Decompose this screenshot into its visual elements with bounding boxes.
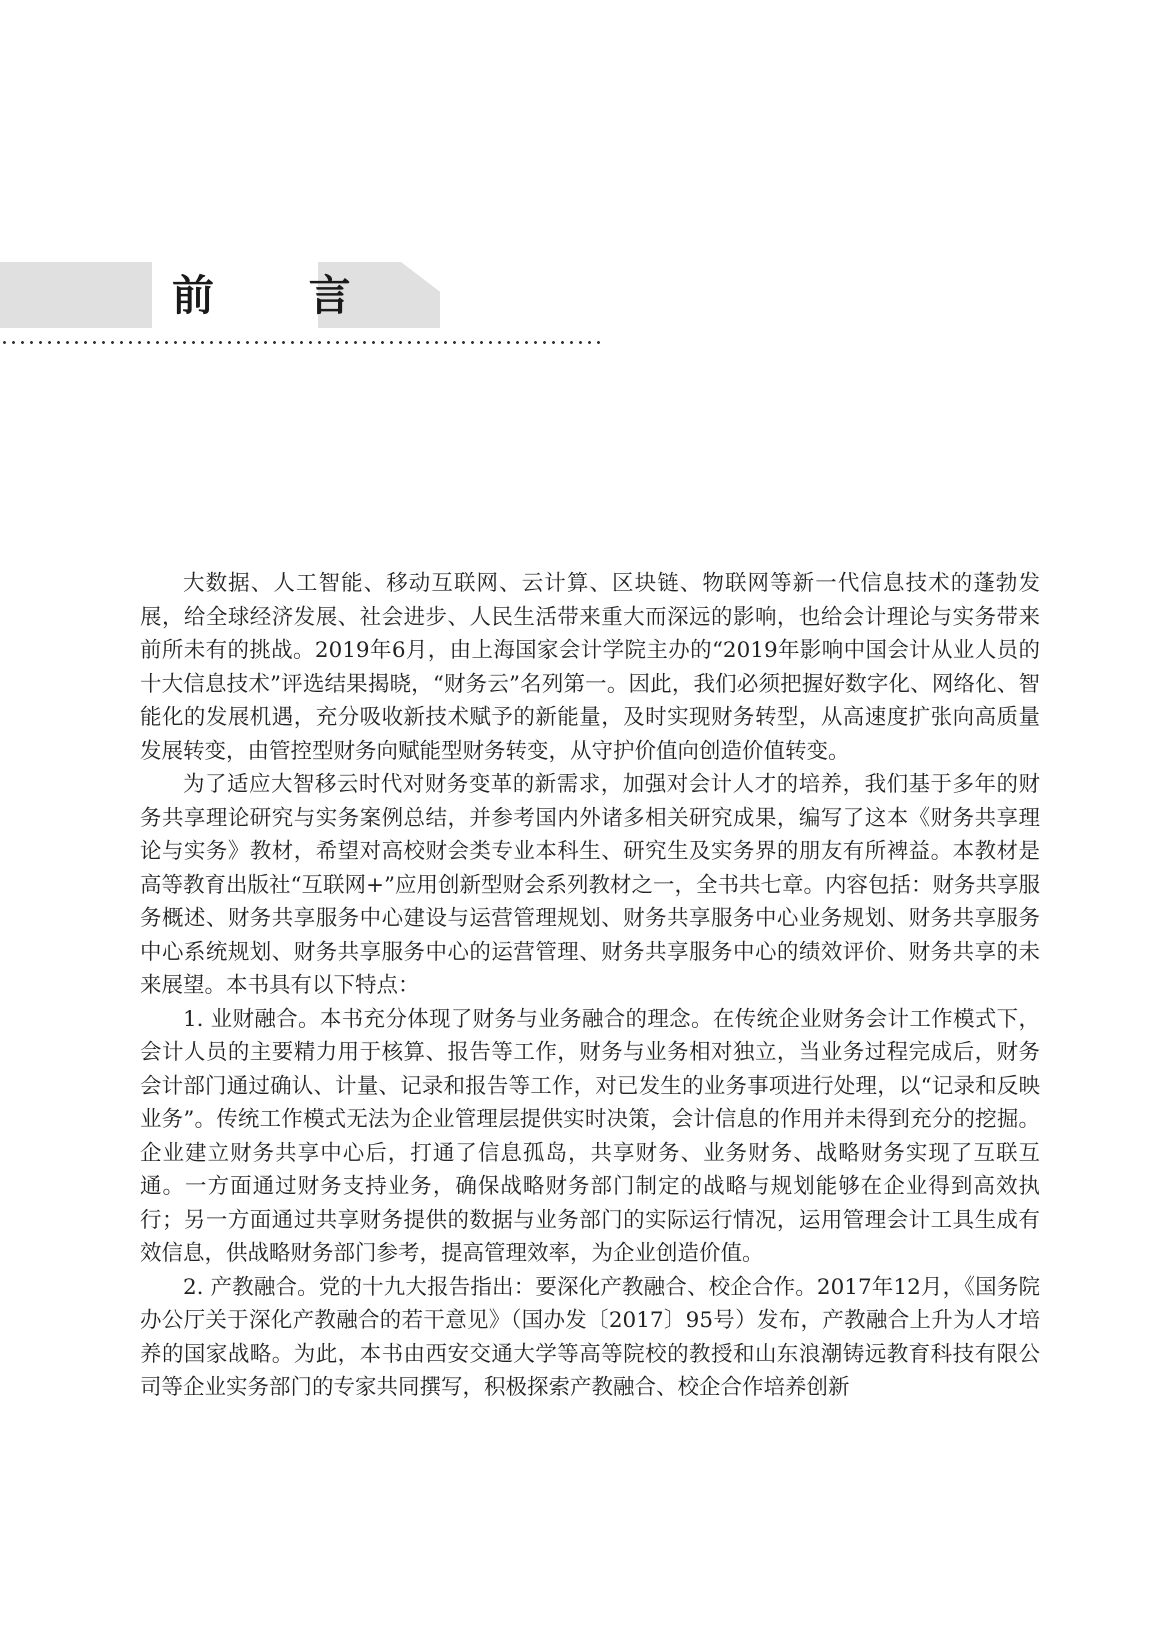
paragraph-intro: 大数据、人工智能、移动互联网、云计算、区块链、物联网等新一代信息技术的蓬勃发展，给全球经济发展、社会进步、人民生活带来重大而深远的影响，也给会计理论与实务带来前所未有的挑战。2019年6月，由上海国家会计学院主办的“2019年影响中国会计从业人员的十大信息技术”评选结果揭晓，“财务云”名列第一。因此，我们必须把握好数字化、网络化、智能化的发展机遇，充分吸收新技术赋予的新能量，及时实现财务转型，从高速度扩张向高质量发展转变，由管控型财务向赋能型财务转变，从守护价值向创造价值转变。: [140, 571, 1040, 764]
paragraph-feature-1: 1. 业财融合。本书充分体现了财务与业务融合的理念。在传统企业财务会计工作模式下，会计人员的主要精力用于核算、报告等工作，财务与业务相对独立，当业务过程完成后，财务会计部门通过确认、计量、记录和报告等工作，对已发生的业务事项进行处理，以“记录和反映业务”。传统工作模式无法为企业管理层提供实时决策，会计信息的作用并未得到充分的挖掘。企业建立财务共享中心后，打通了信息孤岛，共享财务、业务财务、战略财务实现了互联互通。一方面通过财务支持业务，确保战略财务部门制定的战略与规划能够在企业得到高效执行；另一方面通过共享财务提供的数据与业务部门的实际运行情况，运用管理会计工具生成有效信息，供战略财务部门参考，提高管理效率，为企业创造价值。: [140, 1006, 1040, 1266]
dotted-divider: [0, 340, 600, 345]
page-title: 前 言: [172, 271, 391, 320]
paragraph-feature-2: 2. 产教融合。党的十九大报告指出：要深化产教融合、校企合作。2017年12月，《国务院办公厅关于深化产教融合的若干意见》（国办发〔2017〕95号）发布，产教融合上升为人才培养的国家战略。为此，本书由西安交通大学等高等院校的教授和山东浪潮铸远教育科技有限公司等企业实务部门的专家共同撰写，积极探索产教融合、校企合作培养创新: [140, 1274, 1040, 1400]
paragraph-purpose: 为了适应大智移云时代对财务变革的新需求，加强对会计人才的培养，我们基于多年的财务共享理论研究与实务案例总结，并参考国内外诸多相关研究成果，编写了这本《财务共享理论与实务》教材，希望对高校财会类专业本科生、研究生及实务界的朋友有所裨益。本教材是高等教育出版社“互联网+”应用创新型财会系列教材之一，全书共七章。内容包括：财务共享服务概述、财务共享服务中心建设与运营管理规划、财务共享服务中心业务规划、财务共享服务中心系统规划、财务共享服务中心的运营管理、财务共享服务中心的绩效评价、财务共享的未来展望。本书具有以下特点：: [140, 772, 1041, 998]
title-band: [0, 262, 152, 328]
preface-body: [140, 567, 1040, 1405]
